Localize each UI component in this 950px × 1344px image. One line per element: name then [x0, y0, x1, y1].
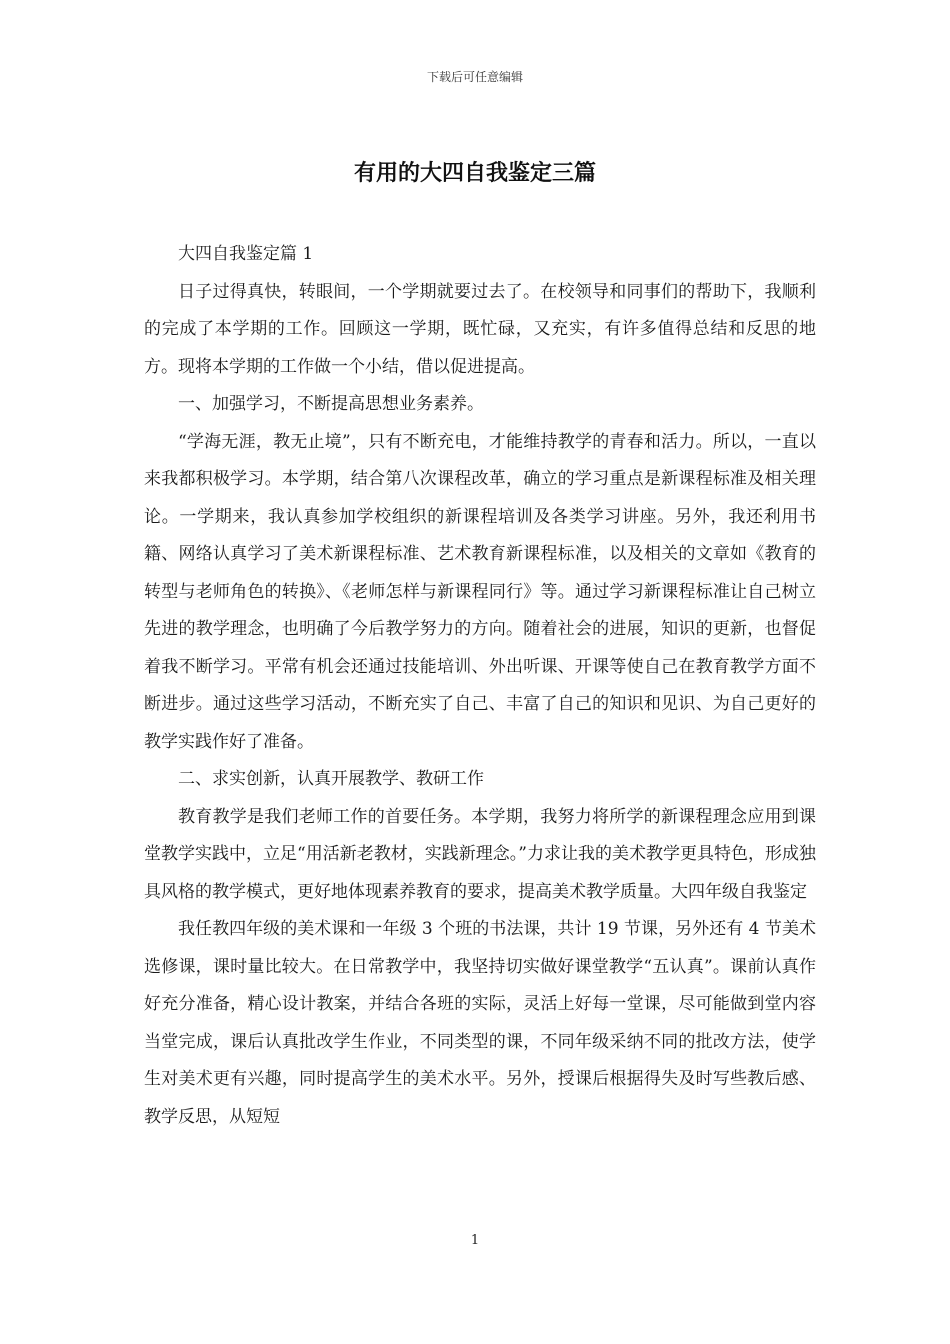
document-title: 有用的大四自我鉴定三篇	[353, 160, 596, 186]
document-body	[144, 236, 816, 1136]
body-paragraph: 教育教学是我们老师工作的首要任务。本学期，我努力将所学的新课程理念应用到课堂教学实践中，立足“用活新老教材，实践新理念。”力求让我的美术教学更具特色，形成独具风格的教学模式，更好地体现素养教育的要求，提高美术教学质量。大四年级自我鉴定	[144, 806, 816, 902]
body-paragraph: 日子过得真快，转眼间，一个学期就要过去了。在校领导和同事们的帮助下，我顺利的完成了本学期的工作。回顾这一学期，既忙碌，又充实，有许多值得总结和反思的地方。现将本学期的工作做一个小结，借以促进提高。	[144, 281, 816, 377]
section-subheading: 二、求实创新，认真开展教学、教研工作	[178, 769, 484, 789]
section-heading-1: 大四自我鉴定篇 1	[178, 244, 314, 264]
section-subheading: 一、加强学习，不断提高思想业务素养。	[178, 394, 484, 414]
body-paragraph: 我任教四年级的美术课和一年级 3 个班的书法课，共计 19 节课，另外还有 4 节美术选修课，课时量比较大。在日常教学中，我坚持切实做好课堂教学“五认真”。课前认真作好充分准备，精心设计教案，并结合各班的实际，灵活上好每一堂课，尽可能做到堂内容当堂完成，课后认真批改学生作业，不同类型的课，不同年级采纳不同的批改方法，使学生对美术更有兴趣，同时提高学生的美术水平。另外，授课后根据得失及时写些教后感、教学反思，从短短	[144, 919, 816, 1127]
page-number: 1	[470, 1233, 480, 1248]
body-paragraph: “学海无涯，教无止境”，只有不断充电，才能维持教学的青春和活力。所以，一直以来我都积极学习。本学期，结合第八次课程改革，确立的学习重点是新课程标准及相关理论。一学期来，我认真参加学校组织的新课程培训及各类学习讲座。另外，我还利用书籍、网络认真学习了美术新课程标准、艺术教育新课程标准，以及相关的文章如《教育的转型与老师角色的转换》、《老师怎样与新课程同行》等。通过学习新课程标准让自己树立先进的教学理念，也明确了今后教学努力的方向。随着社会的进展，知识的更新，也督促着我不断学习。平常有机会还通过技能培训、外出听课、开课等使自己在教育教学方面不断进步。通过这些学习活动，不断充实了自己、丰富了自己的知识和见识、为自己更好的教学实践作好了准备。	[144, 431, 816, 752]
page-header-note: 下载后可任意编辑	[426, 70, 523, 84]
